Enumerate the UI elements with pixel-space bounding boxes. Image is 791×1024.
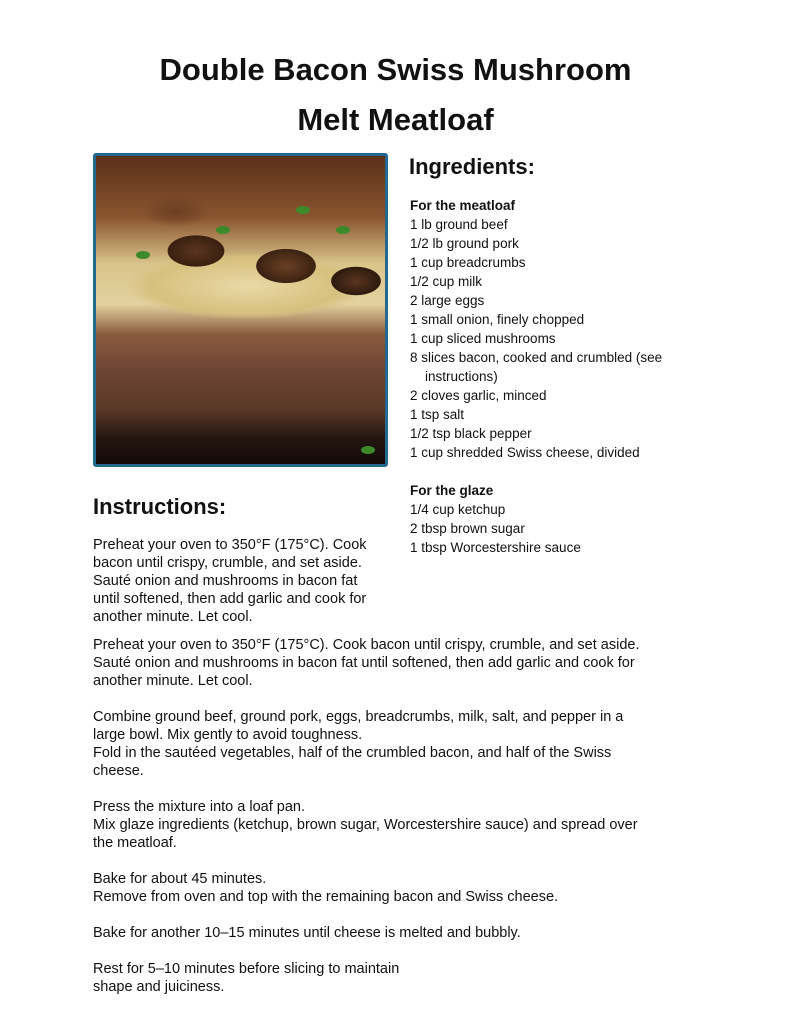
meatloaf-photo	[93, 153, 388, 467]
instruction-line: Remove from oven and top with the remaining bacon and Swiss cheese.	[93, 889, 559, 905]
ingredient-item: 1 cup sliced mushrooms	[410, 331, 556, 346]
blank-line	[93, 942, 703, 960]
instruction-line: Press the mixture into a loaf pan.	[93, 799, 305, 815]
title-line-2: Melt Meatloaf	[297, 102, 494, 137]
recipe-title	[0, 45, 791, 145]
instruction-line: Combine ground beef, ground pork, eggs, breadcrumbs, milk, salt, and pepper in a	[93, 709, 624, 725]
instruction-line: cheese.	[93, 763, 144, 779]
instruction-line: Sauté onion and mushrooms in bacon fat until softened, then add garlic and cook for	[93, 655, 635, 671]
blank-line	[93, 690, 703, 708]
ingredient-item: 1/2 lb ground pork	[410, 236, 519, 251]
instruction-line: large bowl. Mix gently to avoid toughness.	[93, 727, 363, 743]
glaze-subheading: For the glaze	[410, 483, 494, 498]
blank-line	[93, 906, 703, 924]
instruction-line: until softened, then add garlic and cook for	[93, 591, 367, 607]
blank-line	[93, 852, 703, 870]
instruction-line: Bake for another 10–15 minutes until cheese is melted and bubbly.	[93, 925, 521, 941]
instruction-line: the meatloaf.	[93, 835, 177, 851]
instruction-line: Bake for about 45 minutes.	[93, 871, 267, 887]
instruction-line: Fold in the sautéed vegetables, half of the crumbled bacon, and half of the Swiss	[93, 745, 612, 761]
ingredient-item: 2 cloves garlic, minced	[410, 388, 547, 403]
title-line-1: Double Bacon Swiss Mushroom	[159, 52, 632, 87]
instructions-intro	[93, 536, 398, 626]
instruction-line: Rest for 5–10 minutes before slicing to maintain	[93, 961, 400, 977]
instruction-line: another minute. Let cool.	[93, 609, 253, 625]
ingredient-item: 1/2 cup milk	[410, 274, 483, 289]
ingredient-item: 1 lb ground beef	[410, 217, 508, 232]
instruction-line: Preheat your oven to 350°F (175°C). Cook	[93, 537, 367, 553]
instruction-line: another minute. Let cool.	[93, 673, 253, 689]
instruction-line: Sauté onion and mushrooms in bacon fat	[93, 573, 358, 589]
instruction-line: shape and juiciness.	[93, 979, 225, 995]
ingredient-item: 1 tsp salt	[410, 407, 465, 422]
ingredient-item: 1/4 cup ketchup	[410, 502, 506, 517]
meatloaf-subheading: For the meatloaf	[410, 198, 516, 213]
instruction-line: Mix glaze ingredients (ketchup, brown sugar, Worcestershire sauce) and spread over	[93, 817, 638, 833]
blank-line	[93, 780, 703, 798]
instruction-line: bacon until crispy, crumble, and set aside.	[93, 555, 362, 571]
ingredient-item: 1/2 tsp black pepper	[410, 426, 532, 441]
ingredient-item: 1 cup shredded Swiss cheese, divided	[410, 445, 640, 460]
instructions-body	[93, 636, 703, 996]
ingredient-item: 2 large eggs	[410, 293, 485, 308]
ingredient-item: 1 small onion, finely chopped	[410, 312, 585, 327]
instruction-line: Preheat your oven to 350°F (175°C). Cook bacon until crispy, crumble, and set aside.	[93, 637, 640, 653]
ingredient-item: 8 slices bacon, cooked and crumbled (see	[410, 350, 663, 365]
ingredient-item: 1 cup breadcrumbs	[410, 255, 526, 270]
ingredient-item: 1 tbsp Worcestershire sauce	[410, 540, 581, 555]
ingredient-item: instructions)	[425, 369, 498, 384]
instructions-heading: Instructions:	[93, 494, 227, 519]
ingredients-list	[410, 196, 710, 557]
ingredient-item: 2 tbsp brown sugar	[410, 521, 525, 536]
ingredients-heading: Ingredients:	[409, 154, 535, 179]
